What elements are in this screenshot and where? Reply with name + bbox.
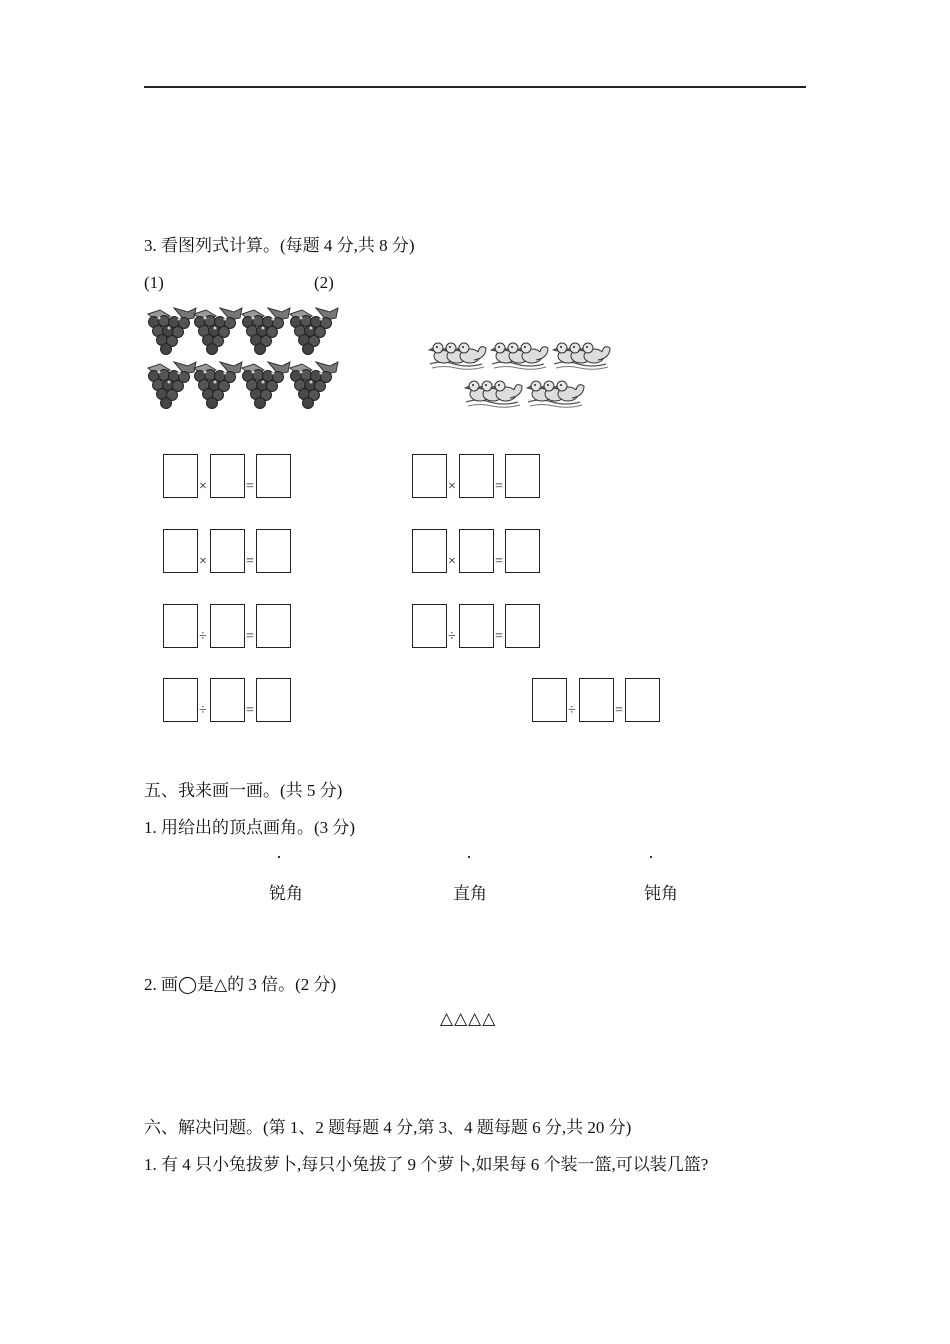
answer-box[interactable] [256,454,291,498]
answer-box[interactable] [256,529,291,573]
section6-title: 六、解决问题。(第 1、2 题每题 4 分,第 3、4 题每题 6 分,共 20 分) [144,1118,632,1137]
vertex-point-acute[interactable]: · [276,847,282,867]
equals-sign: = [495,479,503,494]
answer-box[interactable] [210,604,245,648]
operator: × [199,479,207,494]
operator: ÷ [448,629,456,644]
operator: ÷ [568,703,576,718]
angle-label-obtuse: 钝角 [644,884,678,903]
answer-box[interactable] [625,678,660,722]
answer-box[interactable] [412,529,447,573]
answer-box[interactable] [210,454,245,498]
section6-question-1: 1. 有 4 只小兔拔萝卜,每只小兔拔了 9 个萝卜,如果每 6 个装一篮,可以装几篮? [144,1155,709,1174]
section5-title: 五、我来画一画。(共 5 分) [144,781,343,800]
answer-box[interactable] [579,678,614,722]
answer-box[interactable] [505,604,540,648]
equals-sign: = [246,629,254,644]
equals-sign: = [495,554,503,569]
equals-sign: = [495,629,503,644]
answer-box[interactable] [163,454,198,498]
triangles-row: △△△△ [440,1009,497,1028]
answer-box[interactable] [256,678,291,722]
answer-box[interactable] [505,529,540,573]
operator: × [199,554,207,569]
angle-label-acute: 锐角 [269,884,303,903]
vertex-point-obtuse[interactable]: · [648,847,654,867]
sub-question-2-label: (2) [314,273,334,292]
operator: × [448,554,456,569]
operator: ÷ [199,629,207,644]
angle-label-right: 直角 [453,884,487,903]
answer-box[interactable] [412,604,447,648]
answer-box[interactable] [163,604,198,648]
section5-question-1: 1. 用给出的顶点画角。(3 分) [144,818,356,837]
answer-box[interactable] [412,454,447,498]
answer-box[interactable] [210,529,245,573]
answer-box[interactable] [505,454,540,498]
equals-sign: = [615,703,623,718]
equals-sign: = [246,703,254,718]
answer-box[interactable] [459,604,494,648]
operator: ÷ [199,703,207,718]
vertex-point-right[interactable]: · [466,847,472,867]
equals-sign: = [246,479,254,494]
section5-question-2: 2. 画◯是△的 3 倍。(2 分) [144,975,337,994]
section3-title: 3. 看图列式计算。(每题 4 分,共 8 分) [144,236,415,255]
answer-box[interactable] [532,678,567,722]
answer-box[interactable] [163,529,198,573]
grapes-image [142,302,342,414]
answer-box[interactable] [256,604,291,648]
equals-sign: = [246,554,254,569]
answer-box[interactable] [459,454,494,498]
ducks-image [428,336,614,416]
answer-box[interactable] [163,678,198,722]
header-rule [144,86,806,88]
sub-question-1-label: (1) [144,273,164,292]
answer-box[interactable] [459,529,494,573]
answer-box[interactable] [210,678,245,722]
operator: × [448,479,456,494]
